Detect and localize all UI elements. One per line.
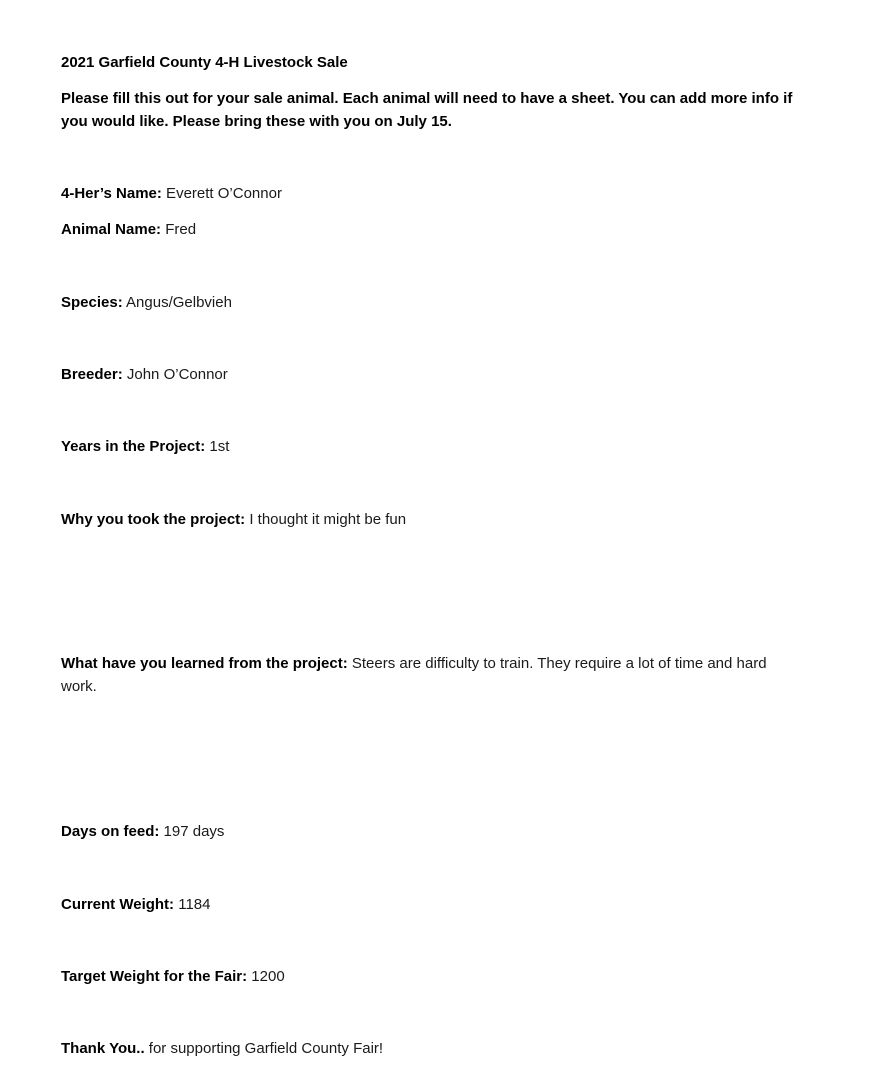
field-value: Everett O’Connor (161, 185, 282, 202)
field-value: 1200 (247, 968, 285, 985)
field-value: 1st (205, 438, 230, 455)
field-value: Fred (161, 221, 197, 238)
field-value: I thought it might be fun (245, 511, 407, 528)
field-label: Current Weight: (61, 896, 175, 913)
field-breeder (61, 363, 835, 386)
field-label: Years in the Project: (61, 438, 206, 455)
field-value: 1184 (174, 896, 211, 913)
field-value: for supporting Garfield County Fair! (144, 1040, 384, 1057)
field-current-weight (61, 893, 835, 916)
field-what-learned (61, 652, 801, 698)
field-value: 197 days (159, 823, 225, 840)
field-label: Target Weight for the Fair: (61, 968, 248, 985)
field-target-weight (61, 965, 835, 988)
field-label: Why you took the project: (61, 511, 246, 528)
field-species (61, 291, 835, 314)
document-title: 2021 Garfield County 4-H Livestock Sale (61, 54, 348, 71)
field-why-took-project (61, 508, 835, 531)
field-label: Animal Name: (61, 221, 162, 238)
field-label: What have you learned from the project: (61, 655, 348, 672)
instructions-text: Please fill this out for your sale animal. Each animal will need to have a sheet. You can add more info if you would like. Please bring these with you on July 15. (61, 90, 793, 130)
field-days-on-feed (61, 820, 835, 843)
field-label: Breeder: (61, 366, 123, 383)
field-4her-name (61, 182, 835, 205)
field-animal-name (61, 218, 835, 241)
field-years-in-project (61, 435, 835, 458)
field-label: Days on feed: (61, 823, 160, 840)
thank-you-line (61, 1037, 835, 1060)
field-value: Angus/Gelbvieh (122, 294, 232, 311)
field-value: Steers are difficulty to train. They require a lot of time and hard work. (61, 655, 767, 695)
field-label: 4-Her’s Name: (61, 185, 162, 202)
field-label: Species: (61, 294, 123, 311)
field-label: Thank You.. (61, 1040, 145, 1057)
field-value: John O’Connor (122, 366, 228, 383)
